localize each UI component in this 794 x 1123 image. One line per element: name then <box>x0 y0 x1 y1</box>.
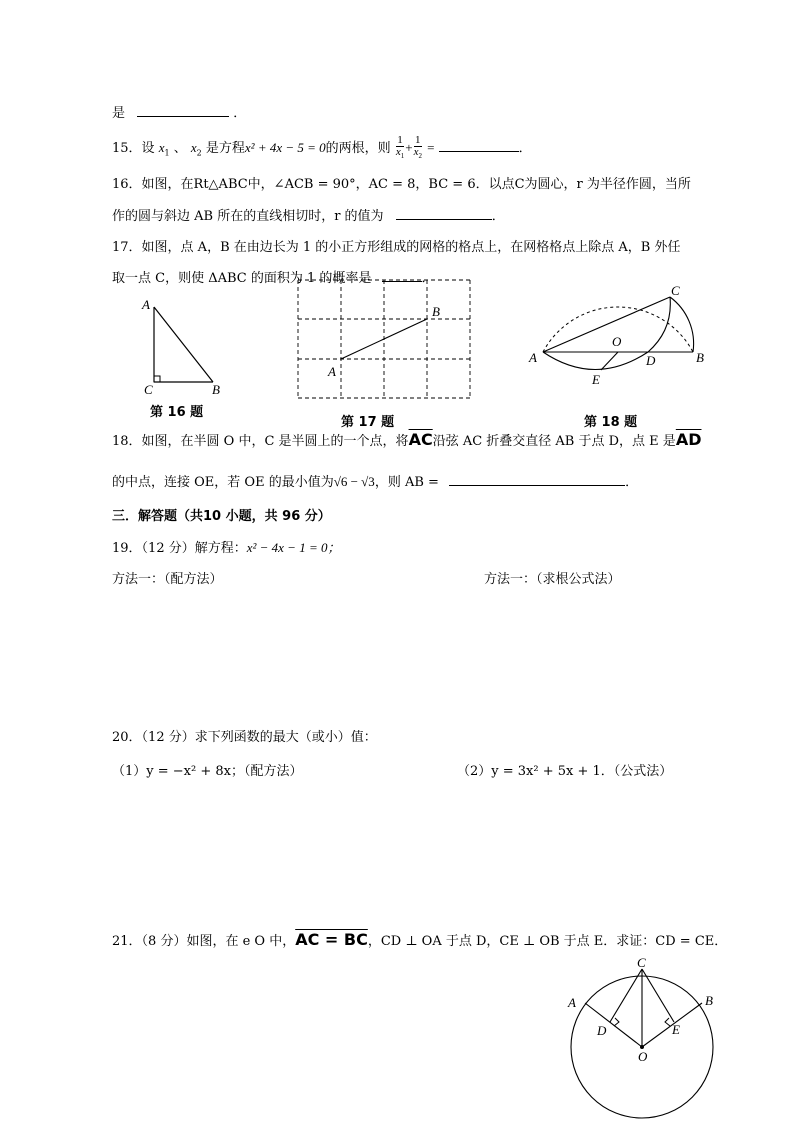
label-d: D <box>646 353 656 368</box>
label-b: B <box>705 993 713 1008</box>
q19-method-2: 方法一：（求根公式法） <box>484 572 621 587</box>
side-ab <box>154 307 213 382</box>
caption-17: 第 17 题 <box>341 415 395 430</box>
segment-cd <box>610 969 642 1022</box>
answer-blank-16[interactable] <box>396 206 492 220</box>
right-angle-e <box>665 1018 670 1026</box>
label-o: O <box>612 334 622 349</box>
q20-part-2: （2）y = 3x² + 5x + 1．（公式法） <box>457 764 673 779</box>
label-c: C <box>637 955 646 970</box>
question-21: 21．（8 分）如图，在 e O 中，AC = BC，CD ⊥ OA 于点 D，CE ⊥ OB 于点 E．求证：CD = CE． <box>112 930 728 949</box>
label-c: C <box>671 283 680 298</box>
q19-method-1: 方法一：（配方法） <box>112 572 223 587</box>
arc-ac-symbol: $\overline{AC}$ <box>408 430 433 449</box>
label-e: E <box>672 1022 680 1037</box>
label-b: B <box>212 382 220 397</box>
label-d: D <box>597 1023 607 1038</box>
caption-18: 第 18 题 <box>584 415 638 430</box>
question-16-line2: 作的圆与斜边 AB 所在的直线相切时，r 的值为 ． <box>112 206 505 227</box>
chord-ac <box>543 297 670 352</box>
answer-blank-15[interactable] <box>439 138 519 152</box>
label-a: A <box>529 350 537 365</box>
label-o: O <box>638 1049 648 1064</box>
figure-16-triangle <box>140 295 240 395</box>
figure-18-semicircle <box>525 275 715 390</box>
label-a: A <box>328 364 336 379</box>
question-18-line1: 18．如图，在半圆 O 中，C 是半圆上的一个点，将$\overline{AC}$沿弦 AC 折叠交直径 AB 于点 D，点 E 是$\overline{AD}$ <box>112 430 702 449</box>
fraction-1-over-x1: $\frac{1}{x_1}$ <box>395 134 405 161</box>
answer-blank-14[interactable] <box>137 103 229 117</box>
q14-tail: 是 ． <box>112 105 247 121</box>
right-angle-d <box>614 1018 619 1026</box>
label-b: B <box>432 304 440 319</box>
question-20: 20．（12 分）求下列函数的最大（或小）值： <box>112 730 377 745</box>
fraction-1-over-x2: $\frac{1}{x_2}$ <box>413 134 422 161</box>
label-b: B <box>696 350 704 365</box>
label-a: A <box>568 995 576 1010</box>
arc-equal-symbol: AC = BC <box>295 930 368 949</box>
question-16-line1: 16．如图，在Rt△ABC中，∠ACB = 90°，AC = 8，BC = 6．以点C为圆心，r 为半径作圆，当所 <box>112 177 691 192</box>
figure-17-grid <box>295 278 475 403</box>
right-angle-mark <box>154 376 160 382</box>
label-a: A <box>142 297 150 312</box>
caption-16: 第 16 题 <box>150 405 204 420</box>
question-17-line1: 17．如图，点 A，B 在由边长为 1 的小正方形组成的网格的格点上，在网格格点上除点 A，B 外任 <box>112 240 681 255</box>
question-19: 19．（12 分）解方程：x² − 4x − 1 = 0； <box>112 540 341 556</box>
question-18-line2: 的中点，连接 OE，若 OE 的最小值为√6 − √3，则 AB = ． <box>112 474 639 490</box>
segment-ce <box>642 969 674 1022</box>
q20-part-1: （1）y = −x² + 8x；（配方法） <box>112 764 303 779</box>
figure-21-circle <box>560 955 725 1120</box>
section-3-title: 三．解答题（共10 小题，共 96 分） <box>112 509 331 524</box>
label-c: C <box>144 382 153 397</box>
label-e: E <box>592 372 600 387</box>
arc-cb <box>670 297 694 352</box>
answer-blank-18[interactable] <box>449 472 625 486</box>
arc-ad-symbol: $\overline{AD}$ <box>675 430 702 449</box>
question-15: 15．设 $x_1$ 、 $x_2$ 是方程x² + 4x − 5 = 0的两根，则 $\frac{1}{x_1}$ + $\frac{1}{x_2}$ = ． <box>112 134 532 161</box>
segment-oa <box>585 1003 642 1047</box>
question-17-line2: 取一点 C，则使 ΔABC 的面积为 1 的概率是 ． <box>112 268 435 289</box>
